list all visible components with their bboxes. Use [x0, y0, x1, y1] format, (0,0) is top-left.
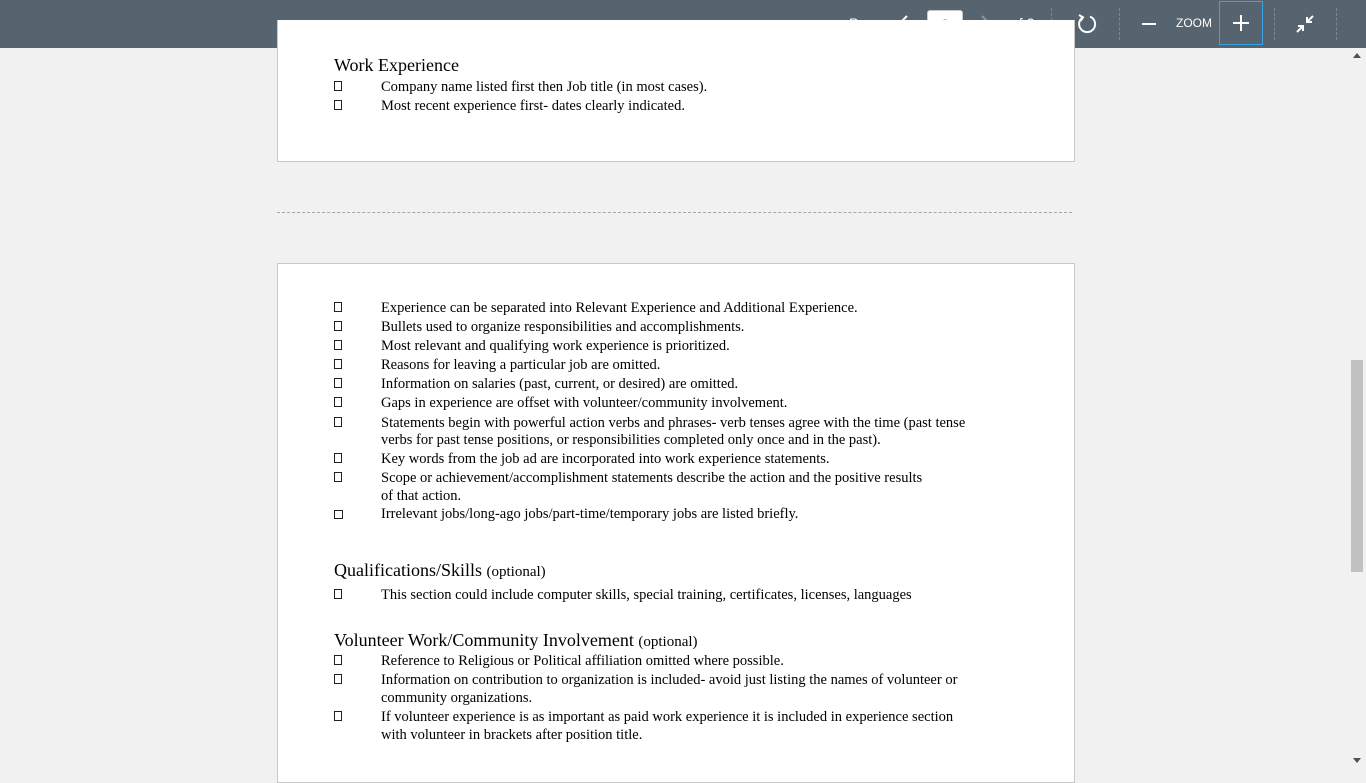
checkbox-icon — [334, 711, 342, 721]
toolbar-divider — [1119, 8, 1120, 40]
section-heading-work-experience: Work Experience — [334, 55, 459, 75]
scrollbar-thumb[interactable] — [1351, 360, 1363, 572]
checkbox-icon — [334, 589, 342, 599]
checkbox-icon — [334, 655, 342, 665]
page-break-line — [277, 212, 1072, 213]
scroll-up-arrow-icon[interactable] — [1353, 53, 1361, 58]
exit-fullscreen-button[interactable] — [1291, 10, 1319, 38]
optional-label: (optional) — [486, 564, 546, 580]
checkbox-icon — [334, 674, 342, 684]
toolbar-divider — [1274, 8, 1275, 40]
rotate-button[interactable] — [1073, 10, 1101, 38]
checkbox-icon — [334, 340, 342, 350]
checkbox-icon — [334, 100, 342, 110]
zoom-out-button[interactable] — [1137, 10, 1161, 38]
checkbox-icon — [334, 510, 343, 519]
section-heading-volunteer: Volunteer Work/Community Involvement (optional) — [334, 630, 698, 650]
minus-icon — [1141, 16, 1157, 32]
zoom-in-button[interactable] — [1219, 1, 1263, 45]
plus-icon — [1232, 14, 1250, 32]
collapse-icon — [1295, 14, 1315, 34]
checkbox-icon — [334, 472, 342, 482]
checkbox-icon — [334, 321, 342, 331]
checkbox-icon — [334, 302, 342, 312]
zoom-label: ZOOM — [1176, 16, 1212, 30]
checkbox-icon — [334, 397, 342, 407]
checkbox-icon — [334, 417, 342, 427]
scroll-down-arrow-icon[interactable] — [1353, 758, 1361, 763]
toolbar-divider — [1336, 8, 1337, 40]
rotate-icon — [1075, 12, 1099, 36]
checkbox-icon — [334, 378, 342, 388]
section-heading-qualifications: Qualifications/Skills (optional) — [334, 560, 546, 580]
vertical-scrollbar[interactable] — [1349, 48, 1366, 768]
checkbox-icon — [334, 453, 342, 463]
checkbox-icon — [334, 81, 342, 91]
optional-label: (optional) — [638, 634, 698, 650]
checkbox-icon — [334, 359, 342, 369]
